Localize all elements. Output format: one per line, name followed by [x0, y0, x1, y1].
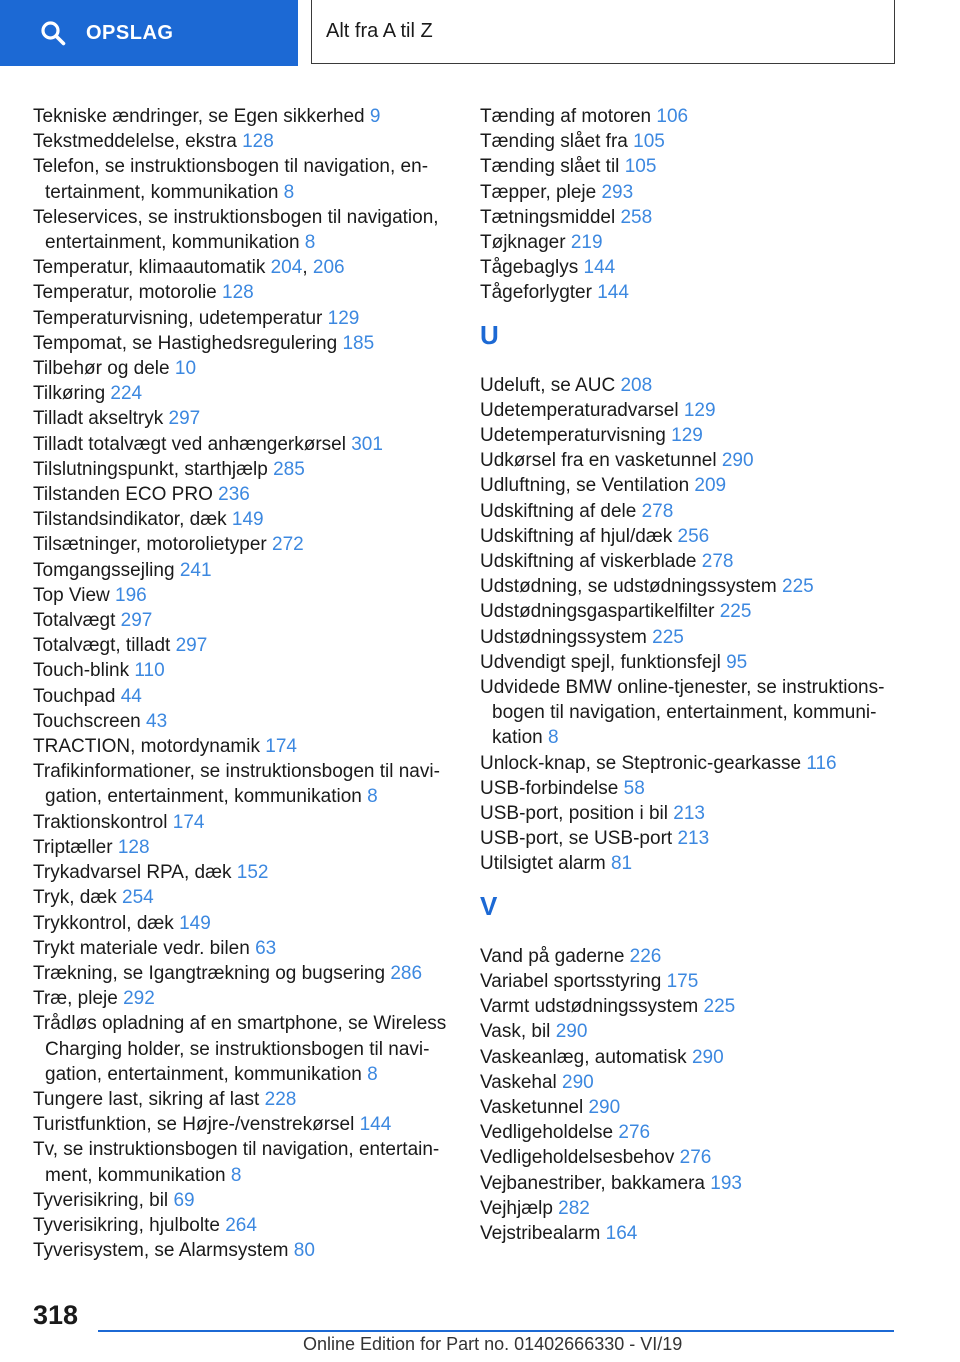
- header: [0, 0, 960, 66]
- index-entry: [33, 306, 453, 331]
- search-button[interactable]: [0, 0, 298, 66]
- index-term: Tempomat, se Hastighedsregulering: [33, 332, 338, 354]
- index-term: Tætningsmiddel: [480, 206, 616, 228]
- page-link[interactable]: 219: [570, 232, 603, 254]
- index-entry: [480, 826, 910, 851]
- index-term: Tilbehør og dele: [33, 358, 170, 380]
- page-link[interactable]: 258: [620, 206, 653, 228]
- index-entry: [33, 759, 453, 784]
- index-term: Varmt udstødningssystem: [480, 996, 699, 1018]
- page-link[interactable]: 44: [120, 685, 142, 707]
- index-term: Udvendigt spejl, funktionsfejl: [480, 651, 721, 673]
- index-entry: [480, 1070, 910, 1095]
- index-letter-heading: U: [480, 319, 499, 350]
- index-term: Vaskehal: [480, 1071, 557, 1093]
- index-entry: [33, 1137, 453, 1162]
- index-entry: [480, 230, 910, 255]
- index-entry: [480, 499, 910, 524]
- page-link[interactable]: 297: [120, 610, 153, 632]
- page-link[interactable]: 286: [390, 962, 423, 984]
- index-entry: [33, 280, 453, 305]
- index-term: Udstødningssystem: [480, 626, 647, 648]
- page-link[interactable]: 209: [694, 475, 727, 497]
- index-entry: [33, 532, 453, 557]
- index-entry-continuation: [480, 700, 910, 725]
- index-term: Vejhjælp: [480, 1197, 553, 1219]
- index-term: Tryk, dæk: [33, 887, 117, 909]
- index-entry: [480, 574, 910, 599]
- page-link[interactable]: 8: [304, 232, 316, 254]
- page-link[interactable]: 213: [673, 803, 705, 825]
- page-link[interactable]: 204: [270, 257, 303, 279]
- index-entry: [33, 986, 453, 1011]
- page-link[interactable]: 174: [172, 811, 205, 833]
- index-term: Tænding slået til: [480, 156, 620, 178]
- index-term: kation: [492, 727, 543, 749]
- page-link[interactable]: 129: [683, 399, 716, 421]
- index-term: Udskiftning af viskerblade: [480, 551, 697, 573]
- index-entry: [480, 154, 910, 179]
- index-term: Udstødningsgaspartikelfilter: [480, 601, 715, 623]
- footer-divider: [98, 1330, 894, 1332]
- index-term: Tomgangssejling: [33, 559, 175, 581]
- index-entry-continuation: [33, 180, 453, 205]
- index-term: Tekniske ændringer, se Egen sikkerhed: [33, 106, 365, 127]
- index-entry: [480, 423, 910, 448]
- page-link[interactable]: 226: [629, 945, 662, 967]
- index-column-right: [480, 104, 910, 1246]
- index-entry-continuation: [480, 725, 910, 750]
- index-entry: [33, 835, 453, 860]
- index-term: gation, entertainment, kommunikation: [45, 786, 362, 808]
- index-entry: [33, 482, 453, 507]
- page-link[interactable]: 81: [610, 853, 633, 875]
- page-link[interactable]: 278: [641, 500, 674, 522]
- index-term: gation, entertainment, kommunikation: [45, 1063, 362, 1085]
- index-term: Turistfunktion, se Højre-/venstrekørsel: [33, 1114, 355, 1136]
- index-term: Vaskeanlæg, automatisk: [480, 1046, 687, 1068]
- index-entry: [480, 851, 910, 876]
- page-link[interactable]: 174: [265, 736, 297, 758]
- index-term: Trykadvarsel RPA, dæk: [33, 862, 232, 884]
- index-entry-continuation: [33, 784, 453, 809]
- index-term: Udvidede BMW online-tjenester, se instruktions-: [480, 677, 885, 699]
- index-entry: [480, 776, 910, 801]
- index-term: Udetemperaturvisning: [480, 425, 666, 447]
- page-link[interactable]: 10: [174, 358, 197, 380]
- page-link[interactable]: 285: [273, 458, 305, 480]
- page-link[interactable]: 290: [562, 1071, 594, 1093]
- index-term: Tilladt akseltryk: [33, 408, 164, 430]
- index-entry: [480, 599, 910, 624]
- footer-edition: [303, 1334, 682, 1355]
- index-entry: [480, 524, 910, 549]
- index-entry: [480, 675, 910, 700]
- index-entry: [33, 684, 453, 709]
- page-link[interactable]: 129: [327, 307, 360, 329]
- index-entry-continuation: [33, 1037, 453, 1062]
- page-link[interactable]: 69: [173, 1189, 195, 1211]
- index-entry: [33, 129, 453, 154]
- page-link[interactable]: 106: [656, 106, 689, 127]
- index-term: Tilladt totalvægt ved anhængerkørsel: [33, 433, 346, 455]
- index-term: Triptæller: [33, 836, 113, 858]
- page-link[interactable]: 164: [605, 1222, 638, 1244]
- index-term: Telefon, se instruktionsbogen til navigation, en-: [33, 156, 429, 178]
- index-entry: [33, 558, 453, 583]
- page-link[interactable]: 80: [293, 1240, 315, 1262]
- index-term: Temperatur, motorolie: [33, 282, 217, 304]
- index-entry: [480, 1196, 910, 1221]
- page-link[interactable]: 290: [555, 1021, 588, 1043]
- index-entry: [33, 331, 453, 356]
- index-term: Tilslutningspunkt, starthjælp: [33, 458, 268, 480]
- index-term: Udeluft, se AUC: [480, 374, 616, 396]
- index-term: Vasketunnel: [480, 1096, 584, 1118]
- page-link[interactable]: 149: [179, 912, 211, 934]
- page-link[interactable]: 225: [703, 996, 736, 1018]
- page-link[interactable]: 43: [146, 710, 168, 732]
- index-entry: [33, 709, 453, 734]
- index-term: Udskiftning af hjul/dæk: [480, 525, 673, 547]
- edition-text: Online Edition for Part no. 01402666330 - VI/19: [303, 1334, 683, 1354]
- index-term: Tøjknager: [480, 232, 566, 254]
- index-entry: [33, 633, 453, 658]
- index-entry: [480, 1145, 910, 1170]
- index-entry: [480, 969, 910, 994]
- page-link[interactable]: 58: [623, 777, 645, 799]
- index-term: TRACTION, motordynamik: [33, 736, 260, 758]
- page-link[interactable]: 128: [222, 282, 254, 304]
- index-entry: [480, 255, 910, 280]
- page-link[interactable]: 105: [633, 131, 665, 153]
- page-link[interactable]: 297: [175, 635, 208, 657]
- index-term: Charging holder, se instruktionsbogen til navi-: [45, 1038, 430, 1060]
- index-term: Tilstanden ECO PRO: [33, 484, 213, 506]
- index-entry: [33, 381, 453, 406]
- page-link[interactable]: 224: [110, 383, 143, 405]
- page-link[interactable]: 208: [620, 374, 653, 396]
- index-term: Udluftning, se Ventilation: [480, 475, 690, 497]
- page-link[interactable]: 290: [691, 1046, 724, 1068]
- index-entry: [480, 549, 910, 574]
- page-link[interactable]: 8: [283, 181, 295, 203]
- page-link[interactable]: 297: [168, 408, 201, 430]
- index-term: Vejbanestriber, bakkamera: [480, 1172, 705, 1194]
- page-link[interactable]: 206: [312, 257, 345, 279]
- index-term: Tågeforlygter: [480, 282, 592, 304]
- page-link[interactable]: 110: [134, 660, 165, 682]
- index-entry: [480, 180, 910, 205]
- index-term: Temperatur, klimaautomatik: [33, 257, 266, 279]
- page-link[interactable]: 8: [367, 786, 378, 808]
- index-column-left: [33, 104, 453, 1263]
- page-link[interactable]: 193: [710, 1172, 742, 1194]
- index-entry: [33, 154, 453, 179]
- index-term: USB-forbindelse: [480, 777, 619, 799]
- index-term: Variabel sportsstyring: [480, 970, 662, 992]
- index-entry: [480, 473, 910, 498]
- index-entry: [33, 1011, 453, 1036]
- page-number: 318: [33, 1300, 79, 1330]
- index-term: Tågebaglys: [480, 257, 579, 279]
- index-entry: [480, 1221, 910, 1246]
- index-term: Tyverisikring, bil: [33, 1189, 169, 1211]
- page-link[interactable]: 278: [701, 551, 734, 573]
- index-term: Tænding af motoren: [480, 106, 652, 127]
- page-link[interactable]: 8: [547, 727, 559, 749]
- index-term: Tilkøring: [33, 383, 106, 405]
- page-link[interactable]: 213: [677, 828, 710, 850]
- index-entry: [480, 994, 910, 1019]
- page-link[interactable]: 254: [122, 887, 154, 909]
- page-link[interactable]: 128: [117, 836, 150, 858]
- page-link[interactable]: 264: [225, 1214, 257, 1236]
- index-entry-continuation: [33, 230, 453, 255]
- index-letter-heading: V: [480, 890, 498, 921]
- index-term: Tænding slået fra: [480, 131, 628, 153]
- index-entry: [480, 1120, 910, 1145]
- index-entry: [33, 961, 453, 986]
- page-link[interactable]: 152: [236, 862, 269, 884]
- index-entry: [33, 457, 453, 482]
- index-term: Udkørsel fra en vasketunnel: [480, 450, 717, 472]
- index-term: Tæpper, pleje: [480, 181, 597, 203]
- index-entry: [33, 810, 453, 835]
- index-entry: Temperatur, klimaautomatik 204, 206: [33, 257, 345, 279]
- index-entry: [480, 280, 910, 305]
- index-entry: [33, 1087, 453, 1112]
- index-term: Unlock-knap, se Steptronic-gearkasse: [480, 752, 802, 774]
- page-link[interactable]: 129: [671, 425, 703, 447]
- index-term: Trækning, se Igangtrækning og bugsering: [33, 962, 386, 984]
- index-term: Tyverisystem, se Alarmsystem: [33, 1240, 289, 1262]
- page-link[interactable]: 128: [242, 131, 274, 153]
- index-entry: [33, 406, 453, 431]
- index-entry: [480, 625, 910, 650]
- index-term: tertainment, kommunikation: [45, 181, 279, 203]
- index-entry: [33, 507, 453, 532]
- index-term: Trykkontrol, dæk: [33, 912, 174, 934]
- page-link[interactable]: 225: [652, 626, 684, 648]
- index-term: Vedligeholdelsesbehov: [480, 1147, 675, 1169]
- index-term: Udskiftning af dele: [480, 500, 637, 522]
- index-term: Tilstandsindikator, dæk: [33, 509, 227, 531]
- index-term: USB-port, position i bil: [480, 803, 668, 825]
- page-link[interactable]: 301: [351, 433, 383, 455]
- index-term: Teleservices, se instruktionsbogen til navigation,: [33, 206, 439, 228]
- index-term: Touchpad: [33, 685, 116, 707]
- page-link[interactable]: 144: [583, 257, 616, 279]
- index-term: Udstødning, se udstødningssystem: [480, 576, 777, 598]
- page-link[interactable]: 241: [179, 559, 212, 581]
- index-entry: [480, 1045, 910, 1070]
- index-entry: [33, 658, 453, 683]
- index-term: Trådløs opladning af en smartphone, se Wireless: [33, 1013, 447, 1035]
- index-term: Trafikinformationer, se instruktionsbogen til navi-: [33, 761, 440, 783]
- index-term: Utilsigtet alarm: [480, 853, 606, 875]
- index-term: Udetemperaturadvarsel: [480, 399, 679, 421]
- page-link[interactable]: 290: [721, 450, 754, 472]
- index-entry: [480, 1171, 910, 1196]
- index-term: Top View: [33, 584, 110, 606]
- index-entry: [33, 205, 453, 230]
- index-term: Trykt materiale vedr. bilen: [33, 937, 250, 959]
- page-link[interactable]: 175: [666, 970, 699, 992]
- page-link[interactable]: 185: [342, 332, 375, 354]
- index-term: Tilsætninger, motorolietyper: [33, 534, 267, 556]
- page-link[interactable]: 290: [588, 1096, 621, 1118]
- page-link[interactable]: 116: [806, 752, 837, 774]
- index-term: Vask, bil: [480, 1021, 551, 1043]
- index-term: entertainment, kommunikation: [45, 232, 300, 254]
- page-link[interactable]: 282: [558, 1197, 590, 1219]
- page-link[interactable]: 63: [255, 937, 277, 959]
- page-link[interactable]: 256: [677, 525, 710, 547]
- index-entry: [480, 129, 910, 154]
- page-link[interactable]: 196: [115, 584, 147, 606]
- index-entry: [33, 936, 453, 961]
- page-link[interactable]: 9: [369, 106, 381, 127]
- index-entry: [33, 583, 453, 608]
- index-entry: [33, 432, 453, 457]
- page-link[interactable]: 95: [726, 651, 748, 673]
- index-term: Touch-blink: [33, 660, 130, 682]
- page-link[interactable]: 276: [679, 1147, 712, 1169]
- index-entry: [480, 944, 910, 969]
- index-term: Traktionskontrol: [33, 811, 168, 833]
- index-entry: [33, 104, 453, 129]
- index-entry: [480, 398, 910, 423]
- search-icon: [40, 20, 66, 46]
- index-entry: [480, 751, 910, 776]
- index-term: Tungere last, sikring af last: [33, 1088, 260, 1110]
- index-term: Tekstmeddelelse, ekstra: [33, 131, 237, 153]
- page-link[interactable]: 149: [231, 509, 264, 531]
- index-entry: [33, 1188, 453, 1213]
- search-label: OPSLAG: [86, 21, 174, 44]
- index-entry-continuation: [33, 1062, 453, 1087]
- page-link[interactable]: 236: [218, 484, 250, 506]
- page-link[interactable]: 225: [719, 601, 752, 623]
- index-entry: [33, 885, 453, 910]
- page-link[interactable]: 276: [618, 1122, 651, 1144]
- index-entry: [33, 356, 453, 381]
- index-entry: [480, 650, 910, 675]
- index-entry: [33, 1238, 453, 1263]
- index-entry: [33, 1112, 453, 1137]
- index-term: Tyverisikring, hjulbolte: [33, 1214, 220, 1236]
- index-term: Totalvægt: [33, 610, 116, 632]
- page-link[interactable]: 272: [272, 534, 304, 556]
- index-term: Touchscreen: [33, 710, 141, 732]
- index-term: Temperaturvisning, udetemperatur: [33, 307, 323, 329]
- index-entry: [480, 1019, 910, 1044]
- page-link[interactable]: 228: [264, 1088, 297, 1110]
- index-entry: [480, 801, 910, 826]
- index-entry: [480, 373, 910, 398]
- page-link[interactable]: 144: [597, 282, 629, 304]
- index-entry: [33, 608, 453, 633]
- page-link[interactable]: 292: [123, 988, 155, 1010]
- index-term: ment, kommunikation: [45, 1164, 226, 1186]
- index-entry: [480, 448, 910, 473]
- index-entry: [33, 860, 453, 885]
- index-entry: [480, 104, 910, 129]
- index-term: bogen til navigation, entertainment, kommuni-: [492, 702, 877, 724]
- index-term: Tv, se instruktionsbogen til navigation, entertain-: [33, 1139, 440, 1161]
- index-entry: [480, 1095, 910, 1120]
- page-link[interactable]: 8: [367, 1063, 378, 1085]
- index-entry-continuation: [33, 1163, 453, 1188]
- index-term: USB-port, se USB-port: [480, 828, 673, 850]
- index-entry: [33, 911, 453, 936]
- index-entry: [33, 1213, 453, 1238]
- page-link[interactable]: 225: [782, 576, 814, 598]
- page-link[interactable]: 8: [230, 1164, 242, 1186]
- index-term: Totalvægt, tilladt: [33, 635, 171, 657]
- page-link[interactable]: 105: [624, 156, 657, 178]
- index-term: Vedligeholdelse: [480, 1122, 614, 1144]
- index-term: Træ, pleje: [33, 988, 118, 1010]
- page-link[interactable]: 144: [359, 1114, 392, 1136]
- index-entry: [480, 205, 910, 230]
- index-term: Vand på gaderne: [480, 945, 625, 967]
- section-title: [311, 0, 895, 64]
- index-entry: [33, 734, 453, 759]
- index-term: Vejstribealarm: [480, 1222, 601, 1244]
- page-link[interactable]: 293: [601, 181, 634, 203]
- page-title: Alt fra A til Z: [326, 20, 433, 42]
